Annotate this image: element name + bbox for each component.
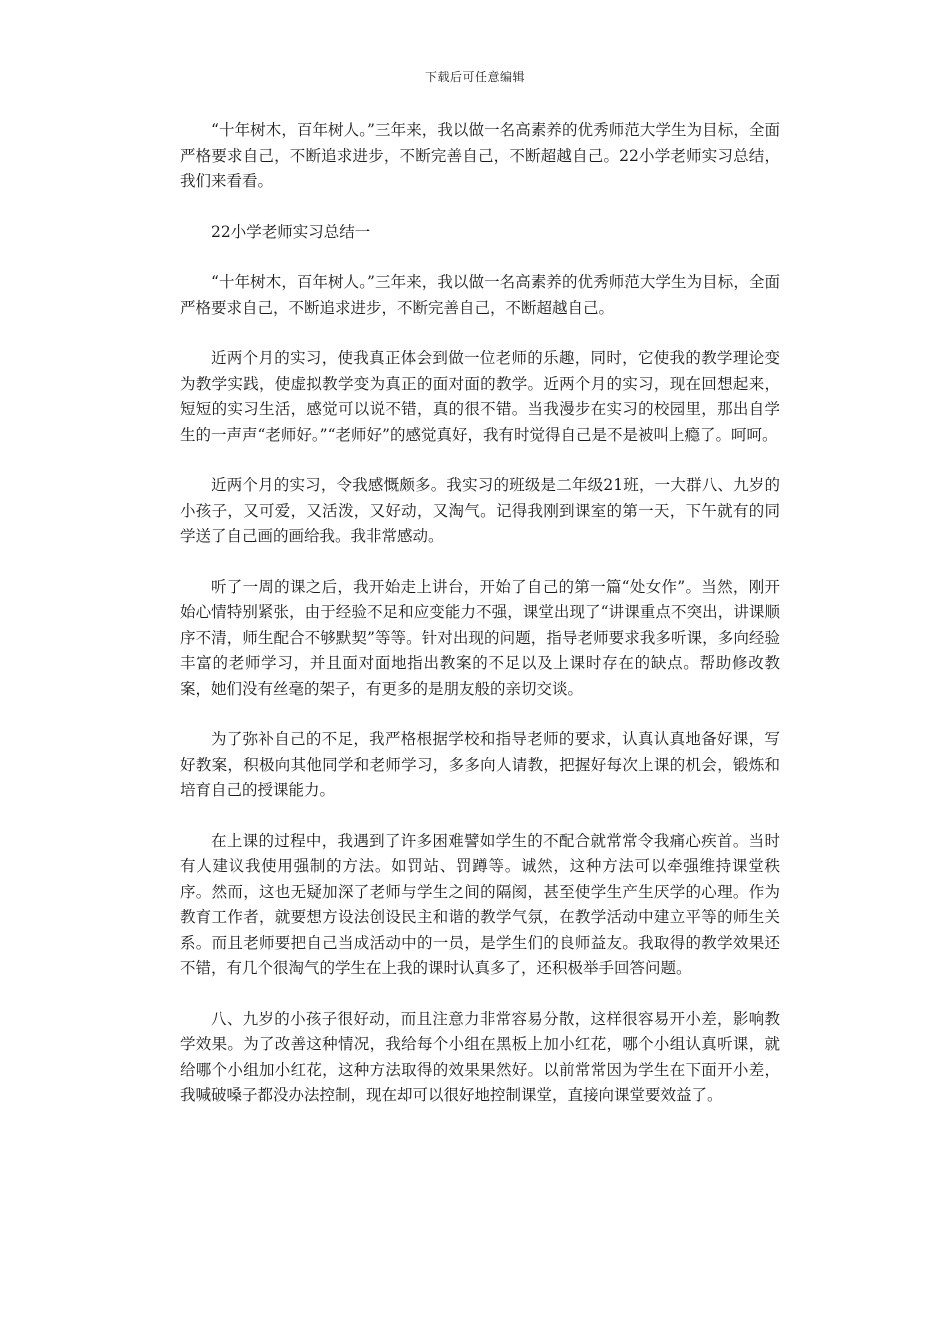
paragraph: 近两个月的实习，使我真正体会到做一位老师的乐趣，同时，它使我的教学理论变为教学实践，使虚拟教学变为真正的面对面的教学。近两个月的实习，现在回想起来，短短的实习生活，感觉可以说不错，真的很不错。当我漫步在实习的校园里，那出自学生的一声声“老师好。”“老师好”的感觉真好，我有时觉得自己是不是被叫上瘾了。呵呵。 [180, 349, 780, 444]
paragraph: “十年树木，百年树人。”三年来，我以做一名高素养的优秀师范大学生为目标，全面严格要求自己，不断追求进步，不断完善自己，不断超越自己。 [180, 273, 780, 317]
page-header: 下载后可任意编辑 [424, 70, 525, 84]
paragraph: 近两个月的实习，令我感慨颇多。我实习的班级是二年级21班，一大群八、九岁的小孩子，又可爱，又活泼，又好动，又淘气。记得我刚到课室的第一天，下午就有的同学送了自己画的画给我。我非常感动。 [180, 476, 780, 545]
document-body [180, 118, 780, 1134]
paragraph: 听了一周的课之后，我开始走上讲台，开始了自己的第一篇“处女作”。当然，刚开始心情特别紧张，由于经验不足和应变能力不强，课堂出现了“讲课重点不突出，讲课顺序不清，师生配合不够默契”等等。针对出现的问题，指导老师要求我多听课，多向经验丰富的老师学习，并且面对面地指出教案的不足以及上课时存在的缺点。帮助修改教案，她们没有丝毫的架子，有更多的是朋友般的亲切交谈。 [180, 577, 780, 698]
paragraph: 在上课的过程中，我遇到了许多困难譬如学生的不配合就常常令我痛心疾首。当时有人建议我使用强制的方法。如罚站、罚蹲等。诚然，这种方法可以牵强维持课堂秩序。然而，这也无疑加深了老师与学生之间的隔阂，甚至使学生产生厌学的心理。作为教育工作者，就要想方设法创设民主和谐的教学气氛，在教学活动中建立平等的师生关系。而且老师要把自己当成活动中的一员，是学生们的良师益友。我取得的教学效果还不错，有几个很淘气的学生在上我的课时认真多了，还积极举手回答问题。 [180, 831, 780, 977]
section-heading: 22小学老师实习总结一 [211, 222, 371, 241]
paragraph: 为了弥补自己的不足，我严格根据学校和指导老师的要求，认真认真地备好课，写好教案，积极向其他同学和老师学习，多多向人请教，把握好每次上课的机会，锻炼和培育自己的授课能力。 [180, 730, 780, 799]
paragraph-intro: “十年树木，百年树人。”三年来，我以做一名高素养的优秀师范大学生为目标，全面严格要求自己，不断追求进步，不断完善自己，不断超越自己。22小学老师实习总结，我们来看看。 [180, 121, 780, 190]
paragraph: 八、九岁的小孩子很好动，而且注意力非常容易分散，这样很容易开小差，影响教学效果。为了改善这种情况，我给每个小组在黑板上加小红花，哪个小组认真听课，就给哪个小组加小红花，这种方法取得的效果果然好。以前常常因为学生在下面开小差，我喊破嗓子都没办法控制，现在却可以很好地控制课堂，直接向课堂要效益了。 [180, 1009, 780, 1104]
